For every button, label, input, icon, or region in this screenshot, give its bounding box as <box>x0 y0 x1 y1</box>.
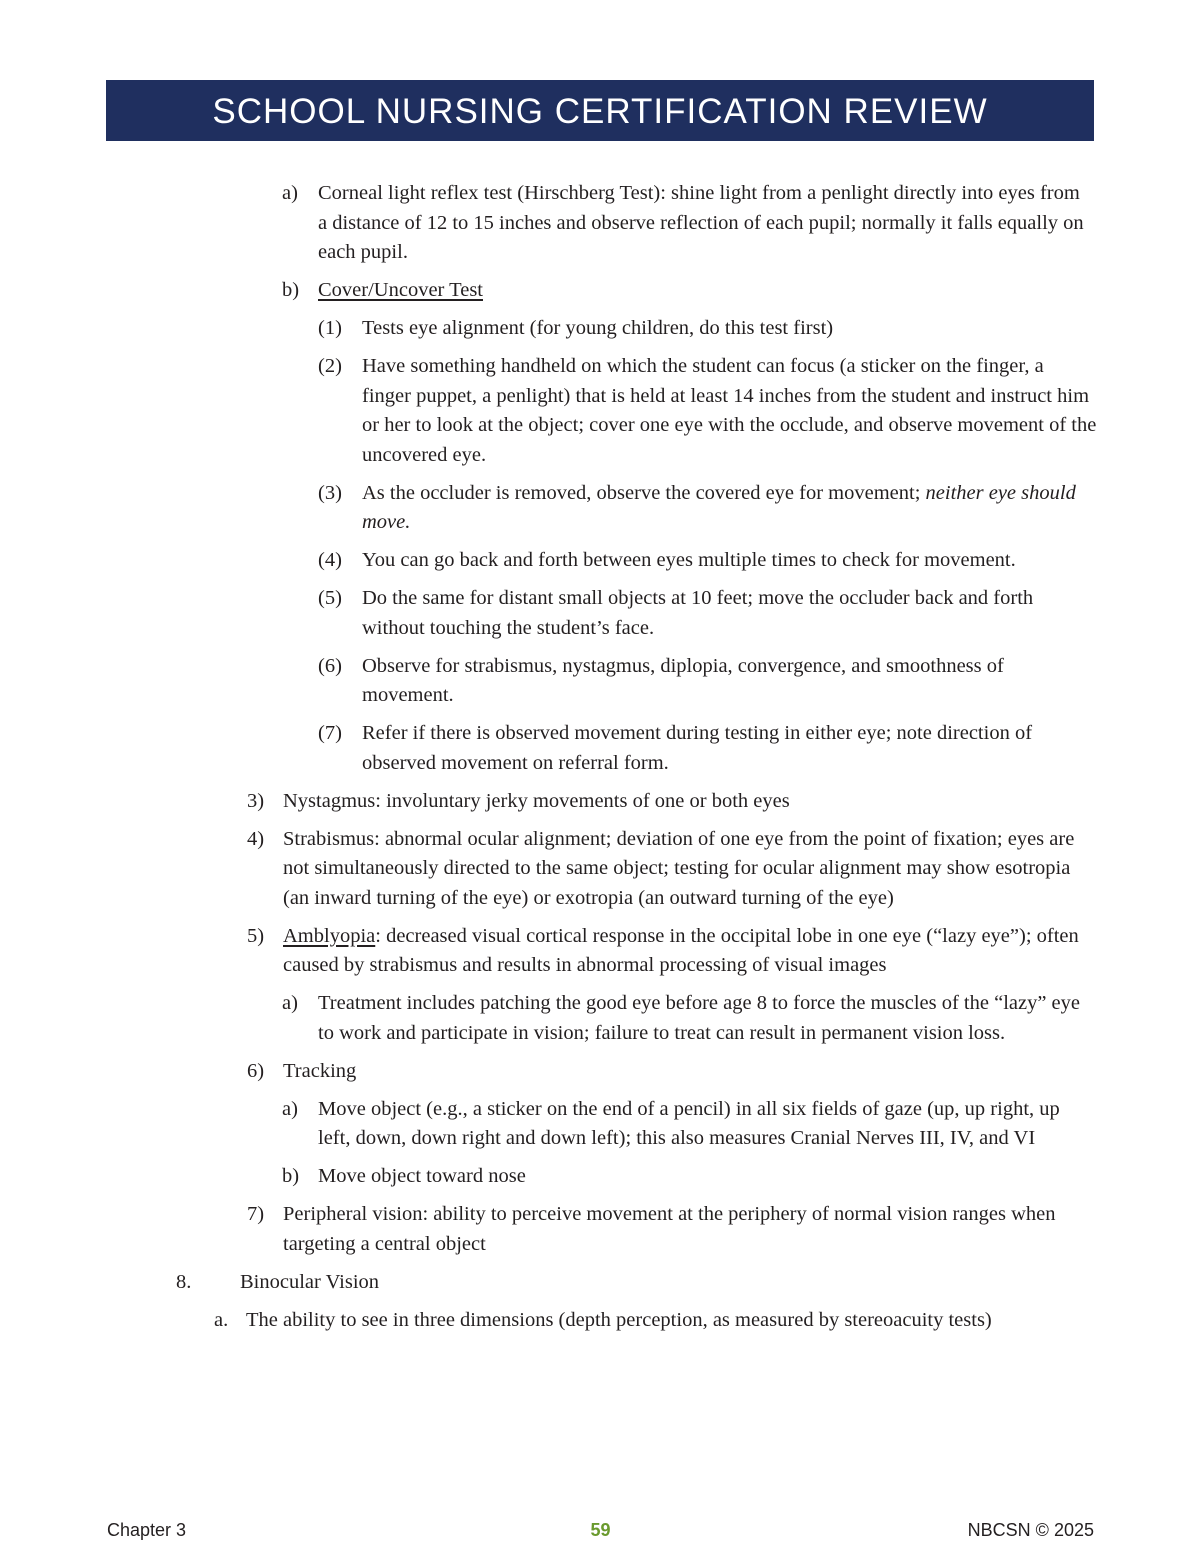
list-item-step-7 <box>318 719 1097 778</box>
list-text: Nystagmus: involuntary jerky movements of one or both eyes <box>283 789 790 812</box>
list-text: Refer if there is observed movement during testing in either eye; note direction of observed movement on referral form. <box>362 722 1033 774</box>
list-text: Peripheral vision: ability to perceive movement at the periphery of normal vision ranges when targeting a central object <box>283 1203 1056 1255</box>
list-text: Move object (e.g., a sticker on the end of a pencil) in all six fields of gaze (up, up right, up left, down, down right and down left); this also measures Cranial Nerves III, IV, and VI <box>318 1097 1060 1149</box>
list-item-tracking <box>247 1057 1098 1087</box>
list-item-cover-uncover-test <box>282 276 1093 306</box>
list-text: Observe for strabismus, nystagmus, diplopia, convergence, and smoothness of movement. <box>362 654 1004 706</box>
footer-page-number: 59 <box>590 1520 611 1540</box>
page-content <box>0 179 1200 1344</box>
list-text: Strabismus: abnormal ocular alignment; deviation of one eye from the point of fixation; eyes are not simultaneously directed to the same object; testing for ocular alignment may show esotropia (an inward turning of the eye) or exotropia (an outward turning of the eye) <box>283 827 1075 909</box>
list-text: The ability to see in three dimensions (depth perception, as measured by stereoacuity tests) <box>246 1308 992 1331</box>
list-item-amblyopia-treatment <box>282 989 1093 1048</box>
list-marker: (4) <box>318 549 342 571</box>
list-item-step-4 <box>318 546 1100 576</box>
list-item-binocular-vision <box>176 1268 1098 1298</box>
list-marker: (1) <box>318 317 342 339</box>
list-marker: 3) <box>247 789 265 812</box>
term-amblyopia: Amblyopia <box>283 924 376 947</box>
list-text <box>362 479 1087 538</box>
list-text: Do the same for distant small objects at 10 feet; move the occluder back and forth without touching the student’s face. <box>362 587 1034 639</box>
list-item-nystagmus <box>247 787 1098 817</box>
list-item-depth-perception <box>214 1306 1098 1336</box>
list-marker: (7) <box>318 722 342 744</box>
list-item-tracking-nose <box>282 1162 1093 1192</box>
list-text-main: As the occluder is removed, observe the covered eye for movement; <box>362 481 926 504</box>
footer-copyright: NBCSN © 2025 <box>967 1520 1094 1540</box>
list-text-main: : decreased visual cortical response in the occipital lobe in one eye (“lazy eye”); often caused by strabismus and results in abnormal processing of visual images <box>283 924 1079 976</box>
list-marker: a) <box>282 182 298 204</box>
footer-chapter: Chapter 3 <box>107 1520 187 1540</box>
list-marker: (2) <box>318 355 342 377</box>
list-text: Tracking <box>283 1059 357 1082</box>
list-text: Binocular Vision <box>240 1270 380 1293</box>
list-item-step-3 <box>318 479 1087 538</box>
list-marker: 6) <box>247 1059 265 1082</box>
list-marker: (6) <box>318 654 342 677</box>
list-text: Treatment includes patching the good eye before age 8 to force the muscles of the “lazy” eye to work and participate in vision; failure to treat can result in permanent vision loss. <box>318 992 1081 1044</box>
list-item-step-6 <box>318 652 1097 711</box>
list-item-corneal-light-reflex <box>282 179 1093 268</box>
list-marker: a. <box>214 1308 229 1331</box>
list-marker: (3) <box>318 481 342 504</box>
list-text: Corneal light reflex test (Hirschberg Test): shine light from a penlight directly into eyes from a distance of 12 to 15 inches and observe reflection of each pupil; normally it falls equally on each pupil. <box>318 182 1084 263</box>
list-marker: 5) <box>247 924 265 947</box>
list-marker: 7) <box>247 1203 265 1225</box>
list-item-step-5 <box>318 584 1097 643</box>
list-item-step-1 <box>318 314 1097 344</box>
list-text: You can go back and forth between eyes multiple times to check for movement. <box>362 549 1016 571</box>
list-marker: a) <box>282 1097 298 1120</box>
list-item-tracking-fields-of-gaze <box>282 1095 1078 1154</box>
list-text: Move object toward nose <box>318 1165 526 1187</box>
list-item-step-2 <box>318 352 1097 470</box>
list-marker: b) <box>282 279 300 301</box>
list-text: Have something handheld on which the student can focus (a sticker on the finger, a finger puppet, a penlight) that is held at least 14 inches from the student and instruct him or her to look at the object; cover one eye with the occlude, and observe movement of the uncovered eye. <box>362 355 1097 466</box>
list-text: Tests eye alignment (for young children, do this test first) <box>362 317 834 339</box>
list-marker: 8. <box>176 1270 192 1293</box>
list-item-amblyopia <box>247 922 1098 981</box>
header-banner <box>106 80 1094 141</box>
list-marker: a) <box>282 992 298 1014</box>
list-text <box>283 922 1098 981</box>
list-item-peripheral-vision <box>247 1200 1083 1259</box>
list-text-emphasis: neither eye should move. <box>362 481 1076 533</box>
list-marker: 4) <box>247 827 265 850</box>
list-item-strabismus <box>247 825 1098 914</box>
list-marker: (5) <box>318 587 342 609</box>
header-title: SCHOOL NURSING CERTIFICATION REVIEW <box>212 91 988 131</box>
list-marker: b) <box>282 1165 300 1187</box>
list-text: Cover/Uncover Test <box>318 279 483 301</box>
